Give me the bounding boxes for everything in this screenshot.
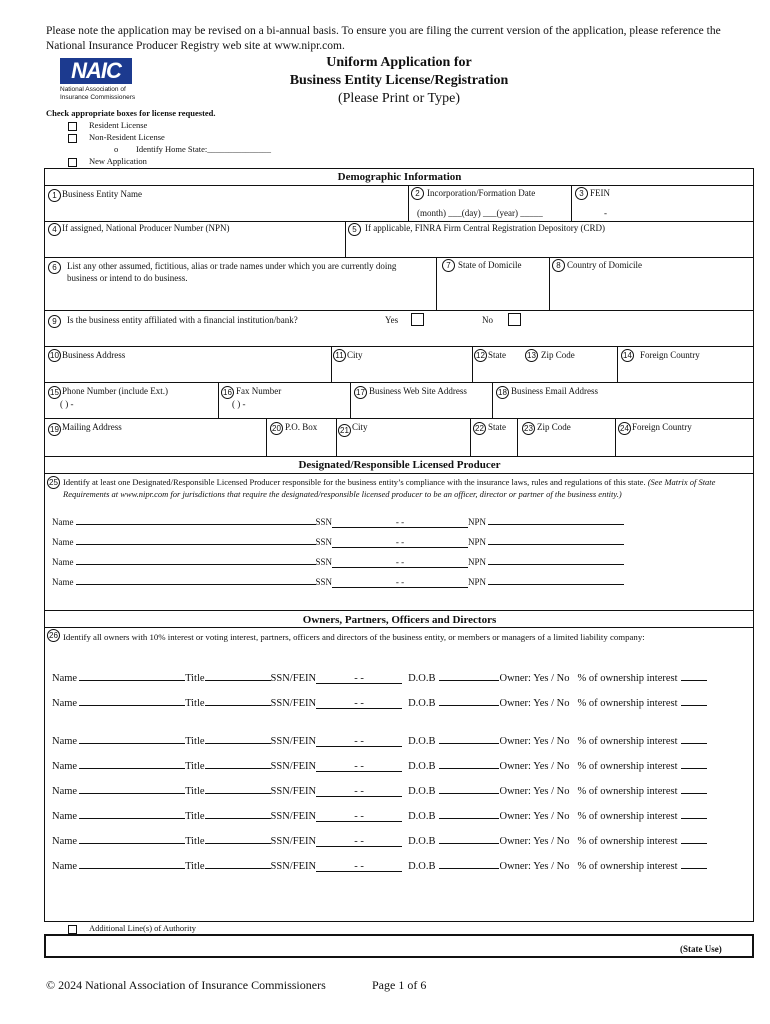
name-input[interactable] xyxy=(76,514,316,525)
country-of-domicile-label: Country of Domicile xyxy=(567,260,642,270)
footer-copyright: © 2024 National Association of Insurance Commissioners xyxy=(46,978,326,992)
bank-affiliation-question: Is the business entity affiliated with a financial institution/bank? xyxy=(67,315,298,325)
state-label: State xyxy=(488,350,506,360)
ownership-pct-label: % of ownership interest xyxy=(577,673,678,684)
new-application-label: New Application xyxy=(89,156,147,166)
divider xyxy=(617,346,618,382)
ssn-fein-label: SSN/FEIN xyxy=(270,861,317,872)
owner-row xyxy=(52,783,707,797)
fax-field[interactable]: ( ) - xyxy=(232,399,246,409)
resident-license-option[interactable] xyxy=(68,120,147,131)
owner-yes-no[interactable]: Owner: Yes / No xyxy=(499,836,570,847)
mailing-city-label: City xyxy=(352,422,368,432)
field-number: 13 xyxy=(525,349,538,362)
dob-label: D.O.B xyxy=(408,861,436,872)
field-number: 16 xyxy=(221,386,234,399)
ssn-input[interactable]: - - xyxy=(332,537,468,548)
ownership-pct-input[interactable] xyxy=(681,758,707,769)
ssn-fein-label: SSN/FEIN xyxy=(270,786,317,797)
ownership-pct-input[interactable] xyxy=(681,733,707,744)
title-label: Title xyxy=(185,861,205,872)
field-number: 1 xyxy=(48,189,61,202)
npn-label: NPN xyxy=(468,537,487,547)
ssn-label: SSN xyxy=(315,577,333,587)
owner-dob-input[interactable] xyxy=(439,783,499,794)
divider xyxy=(218,382,219,418)
new-application-option[interactable] xyxy=(68,156,147,167)
divider xyxy=(44,610,754,611)
field-number: 8 xyxy=(552,259,565,272)
dob-label: D.O.B xyxy=(408,836,436,847)
ownership-pct-label: % of ownership interest xyxy=(577,786,678,797)
divider xyxy=(350,382,351,418)
name-label: Name xyxy=(52,786,78,797)
ssn-label: SSN xyxy=(315,517,333,527)
fein-field[interactable]: - xyxy=(604,208,607,218)
name-label: Name xyxy=(52,577,74,587)
owners-instruction: Identify all owners with 10% interest or voting interest, partners, officers and directors of the business entity, or members or managers of a limited liability company: xyxy=(63,632,645,642)
divider xyxy=(44,382,754,383)
designated-instruction xyxy=(63,476,743,500)
name-label: Name xyxy=(52,537,74,547)
ssn-input[interactable]: - - xyxy=(332,517,468,528)
dob-label: D.O.B xyxy=(408,698,436,709)
field-number: 12 xyxy=(474,349,487,362)
owner-title-input[interactable] xyxy=(205,858,271,869)
instruction-text: Identify at least one Designated/Responsible Licensed Producer responsible for the business entity’s compliance with the insurance laws, rules and regulations of this state. xyxy=(63,477,646,487)
ownership-pct-label: % of ownership interest xyxy=(577,861,678,872)
divider xyxy=(44,418,754,419)
owner-dob-input[interactable] xyxy=(439,858,499,869)
owner-ssn-input[interactable]: - - xyxy=(316,698,402,709)
trade-names-label: List any other assumed, fictitious, alias or trade names under which you are currently doing business or intend to do business. xyxy=(67,261,397,283)
ownership-pct-label: % of ownership interest xyxy=(577,761,678,772)
owner-yes-no[interactable]: Owner: Yes / No xyxy=(499,861,570,872)
field-number: 7 xyxy=(442,259,455,272)
title-label: Title xyxy=(185,736,205,747)
divider xyxy=(266,418,267,456)
title-label: Title xyxy=(185,698,205,709)
designated-producer-row xyxy=(52,554,624,568)
owner-row xyxy=(52,858,707,872)
divider xyxy=(571,185,572,221)
owner-name-input[interactable] xyxy=(79,833,185,844)
npn-input[interactable] xyxy=(488,554,624,565)
owner-row xyxy=(52,733,707,747)
name-label: Name xyxy=(52,811,78,822)
npn-label: NPN xyxy=(468,577,487,587)
field-number: 25 xyxy=(47,476,60,489)
nonresident-checkbox[interactable] xyxy=(68,134,77,143)
yes-label: Yes xyxy=(385,315,399,325)
npn-input[interactable] xyxy=(488,574,624,585)
designated-producer-row xyxy=(52,534,624,548)
fax-label: Fax Number xyxy=(236,386,282,396)
designated-producer-row xyxy=(52,574,624,588)
npn-label: NPN xyxy=(468,517,487,527)
owner-title-input[interactable] xyxy=(205,758,271,769)
name-input[interactable] xyxy=(76,574,316,585)
ownership-pct-label: % of ownership interest xyxy=(577,836,678,847)
owner-name-input[interactable] xyxy=(79,783,185,794)
owner-dob-input[interactable] xyxy=(439,733,499,744)
owner-dob-input[interactable] xyxy=(439,670,499,681)
mailing-zip-label: Zip Code xyxy=(537,422,571,432)
field-number: 20 xyxy=(270,422,283,435)
bank-no-checkbox[interactable] xyxy=(508,313,521,326)
nonresident-license-option[interactable] xyxy=(68,132,165,143)
foreign-country-label: Foreign Country xyxy=(640,350,700,360)
owner-ssn-input[interactable]: - - xyxy=(316,861,402,872)
ssn-fein-label: SSN/FEIN xyxy=(270,698,317,709)
name-label: Name xyxy=(52,673,78,684)
name-input[interactable] xyxy=(76,534,316,545)
field-number: 18 xyxy=(496,386,509,399)
owner-dob-input[interactable] xyxy=(439,833,499,844)
field-number: 22 xyxy=(473,422,486,435)
npn-label: If assigned, National Producer Number (NPN) xyxy=(62,223,230,233)
ownership-pct-input[interactable] xyxy=(681,695,707,706)
divider xyxy=(517,418,518,456)
owner-title-input[interactable] xyxy=(205,695,271,706)
email-label: Business Email Address xyxy=(511,386,598,396)
name-label: Name xyxy=(52,557,74,567)
designated-heading: Designated/Responsible Licensed Producer xyxy=(298,459,501,471)
naic-logo-subtitle: National Association of Insurance Commissioners xyxy=(60,86,136,101)
owner-dob-input[interactable] xyxy=(439,758,499,769)
field-number: 10 xyxy=(48,349,61,362)
owner-row xyxy=(52,670,707,684)
no-label: No xyxy=(482,315,493,325)
divider xyxy=(336,418,337,456)
home-state-bullet: o xyxy=(114,144,119,154)
name-input[interactable] xyxy=(76,554,316,565)
title-label: Title xyxy=(185,811,205,822)
divider xyxy=(44,346,754,347)
ownership-pct-input[interactable] xyxy=(681,670,707,681)
resident-label: Resident License xyxy=(89,120,148,130)
mailing-foreign-country-label: Foreign Country xyxy=(632,422,692,432)
field-number: 24 xyxy=(618,422,631,435)
owner-ssn-input[interactable]: - - xyxy=(316,836,402,847)
dob-label: D.O.B xyxy=(408,811,436,822)
field-number: 21 xyxy=(338,424,351,437)
license-check-heading: Check appropriate boxes for license requested. xyxy=(46,108,216,118)
ownership-pct-label: % of ownership interest xyxy=(577,736,678,747)
incorporation-date-label: Incorporation/Formation Date xyxy=(427,188,536,198)
phone-field[interactable]: ( ) - xyxy=(60,399,74,409)
divider xyxy=(436,257,437,310)
divider xyxy=(615,418,616,456)
dob-label: D.O.B xyxy=(408,761,436,772)
divider xyxy=(345,221,346,257)
field-number: 23 xyxy=(522,422,535,435)
owner-name-input[interactable] xyxy=(79,733,185,744)
dob-label: D.O.B xyxy=(408,736,436,747)
bank-yes-checkbox[interactable] xyxy=(411,313,424,326)
divider xyxy=(44,257,754,258)
field-number: 19 xyxy=(48,423,61,436)
additional-lines-option[interactable] xyxy=(68,923,196,934)
mailing-address-label: Mailing Address xyxy=(62,422,122,432)
ssn-label: SSN xyxy=(315,557,333,567)
owner-yes-no[interactable]: Owner: Yes / No xyxy=(499,786,570,797)
ownership-pct-input[interactable] xyxy=(681,808,707,819)
title-label: Title xyxy=(185,761,205,772)
title-label: Title xyxy=(185,836,205,847)
divider xyxy=(44,627,754,628)
owner-ssn-input[interactable]: - - xyxy=(316,761,402,772)
divider xyxy=(44,221,754,222)
dob-label: D.O.B xyxy=(408,673,436,684)
demographic-heading: Demographic Information xyxy=(337,171,462,183)
divider xyxy=(44,456,754,457)
additional-lines-label: Additional Line(s) of Authority xyxy=(89,923,196,933)
ssn-label: SSN xyxy=(315,537,333,547)
ssn-fein-label: SSN/FEIN xyxy=(270,811,317,822)
field-number: 15 xyxy=(48,386,61,399)
name-label: Name xyxy=(52,517,74,527)
owner-row xyxy=(52,695,707,709)
owner-title-input[interactable] xyxy=(205,833,271,844)
footer-page-number: Page 1 of 6 xyxy=(372,978,427,992)
ssn-input[interactable]: - - xyxy=(332,577,468,588)
npn-input[interactable] xyxy=(488,534,624,545)
city-label: City xyxy=(347,350,363,360)
new-application-checkbox[interactable] xyxy=(68,158,77,167)
owner-title-input[interactable] xyxy=(205,670,271,681)
owner-ssn-input[interactable]: - - xyxy=(316,811,402,822)
field-number: 14 xyxy=(621,349,634,362)
owner-title-input[interactable] xyxy=(205,783,271,794)
name-label: Name xyxy=(52,698,78,709)
incorporation-date-field[interactable]: (month) ___(day) ___(year) _____ xyxy=(417,208,543,218)
divider xyxy=(492,382,493,418)
nonresident-label: Non-Resident License xyxy=(89,132,165,142)
crd-label: If applicable, FINRA Firm Central Registration Depository (CRD) xyxy=(365,223,605,233)
owner-name-input[interactable] xyxy=(79,808,185,819)
mailing-state-label: State xyxy=(488,422,506,432)
po-box-label: P.O. Box xyxy=(285,422,318,432)
dob-label: D.O.B xyxy=(408,786,436,797)
owner-row xyxy=(52,833,707,847)
owner-yes-no[interactable]: Owner: Yes / No xyxy=(499,673,570,684)
owner-name-input[interactable] xyxy=(79,858,185,869)
owner-row xyxy=(52,758,707,772)
ownership-pct-label: % of ownership interest xyxy=(577,698,678,709)
npn-label: NPN xyxy=(468,557,487,567)
additional-lines-checkbox[interactable] xyxy=(68,925,77,934)
ssn-input[interactable]: - - xyxy=(332,557,468,568)
npn-input[interactable] xyxy=(488,514,624,525)
ssn-fein-label: SSN/FEIN xyxy=(270,761,317,772)
divider xyxy=(470,418,471,456)
instruction-italic-text: (See Matrix of State Requirements at www.nipr.com for jurisdictions that require the designated/responsible licensed producer to be an officer, director or partner of the business entity.) xyxy=(63,477,716,499)
owner-yes-no[interactable]: Owner: Yes / No xyxy=(499,736,570,747)
state-use-box xyxy=(44,934,754,958)
home-state-field[interactable]: Identify Home State:_______________ xyxy=(136,144,272,154)
name-label: Name xyxy=(52,861,78,872)
owner-yes-no[interactable]: Owner: Yes / No xyxy=(499,811,570,822)
owner-ssn-input[interactable]: - - xyxy=(316,736,402,747)
divider xyxy=(44,185,754,186)
website-label: Business Web Site Address xyxy=(369,386,467,396)
resident-checkbox[interactable] xyxy=(68,122,77,131)
business-address-label: Business Address xyxy=(62,350,126,360)
owner-ssn-input[interactable]: - - xyxy=(316,786,402,797)
print-instruction: (Please Print or Type) xyxy=(337,91,460,106)
field-number: 4 xyxy=(48,223,61,236)
ownership-pct-label: % of ownership interest xyxy=(577,811,678,822)
field-number: 17 xyxy=(354,386,367,399)
ssn-fein-label: SSN/FEIN xyxy=(270,736,317,747)
business-entity-name-label: Business Entity Name xyxy=(62,189,142,199)
ownership-pct-input[interactable] xyxy=(681,783,707,794)
field-number: 2 xyxy=(411,187,424,200)
form-title: Uniform Application for xyxy=(326,55,472,70)
owner-title-input[interactable] xyxy=(205,733,271,744)
title-label: Title xyxy=(185,786,205,797)
owner-dob-input[interactable] xyxy=(439,808,499,819)
owner-name-input[interactable] xyxy=(79,670,185,681)
field-number: 9 xyxy=(48,315,61,328)
owner-row xyxy=(52,808,707,822)
field-number: 5 xyxy=(348,223,361,236)
divider xyxy=(44,473,754,474)
ssn-fein-label: SSN/FEIN xyxy=(270,673,317,684)
ownership-pct-input[interactable] xyxy=(681,833,707,844)
divider xyxy=(44,310,754,311)
name-label: Name xyxy=(52,761,78,772)
owners-heading: Owners, Partners, Officers and Directors xyxy=(302,614,497,626)
owner-name-input[interactable] xyxy=(79,695,185,706)
ownership-pct-input[interactable] xyxy=(681,858,707,869)
field-number: 11 xyxy=(333,349,346,362)
owner-yes-no[interactable]: Owner: Yes / No xyxy=(499,761,570,772)
form-subtitle: Business Entity License/Registration xyxy=(289,73,509,88)
phone-label: Phone Number (include Ext.) xyxy=(62,386,168,396)
state-use-label: (State Use) xyxy=(680,944,722,954)
divider xyxy=(331,346,332,382)
notice-text: Please note the application may be revised on a bi-annual basis. To ensure you are filing the current version of the application, please reference the National Insurance Producer Registry web site at www.nipr.com. xyxy=(46,25,721,52)
state-of-domicile-label: State of Domicile xyxy=(458,260,522,270)
naic-logo: NAIC xyxy=(60,58,132,84)
owner-name-input[interactable] xyxy=(79,758,185,769)
divider xyxy=(408,185,409,221)
zip-code-label: Zip Code xyxy=(541,350,575,360)
field-number: 26 xyxy=(47,629,60,642)
divider xyxy=(549,257,550,310)
owner-yes-no[interactable]: Owner: Yes / No xyxy=(499,698,570,709)
name-label: Name xyxy=(52,736,78,747)
owner-title-input[interactable] xyxy=(205,808,271,819)
field-number: 6 xyxy=(48,261,61,274)
field-number: 3 xyxy=(575,187,588,200)
owner-ssn-input[interactable]: - - xyxy=(316,673,402,684)
designated-producer-row xyxy=(52,514,624,528)
name-label: Name xyxy=(52,836,78,847)
ssn-fein-label: SSN/FEIN xyxy=(270,836,317,847)
title-label: Title xyxy=(185,673,205,684)
fein-label: FEIN xyxy=(590,188,610,198)
owner-dob-input[interactable] xyxy=(439,695,499,706)
divider xyxy=(472,346,473,382)
